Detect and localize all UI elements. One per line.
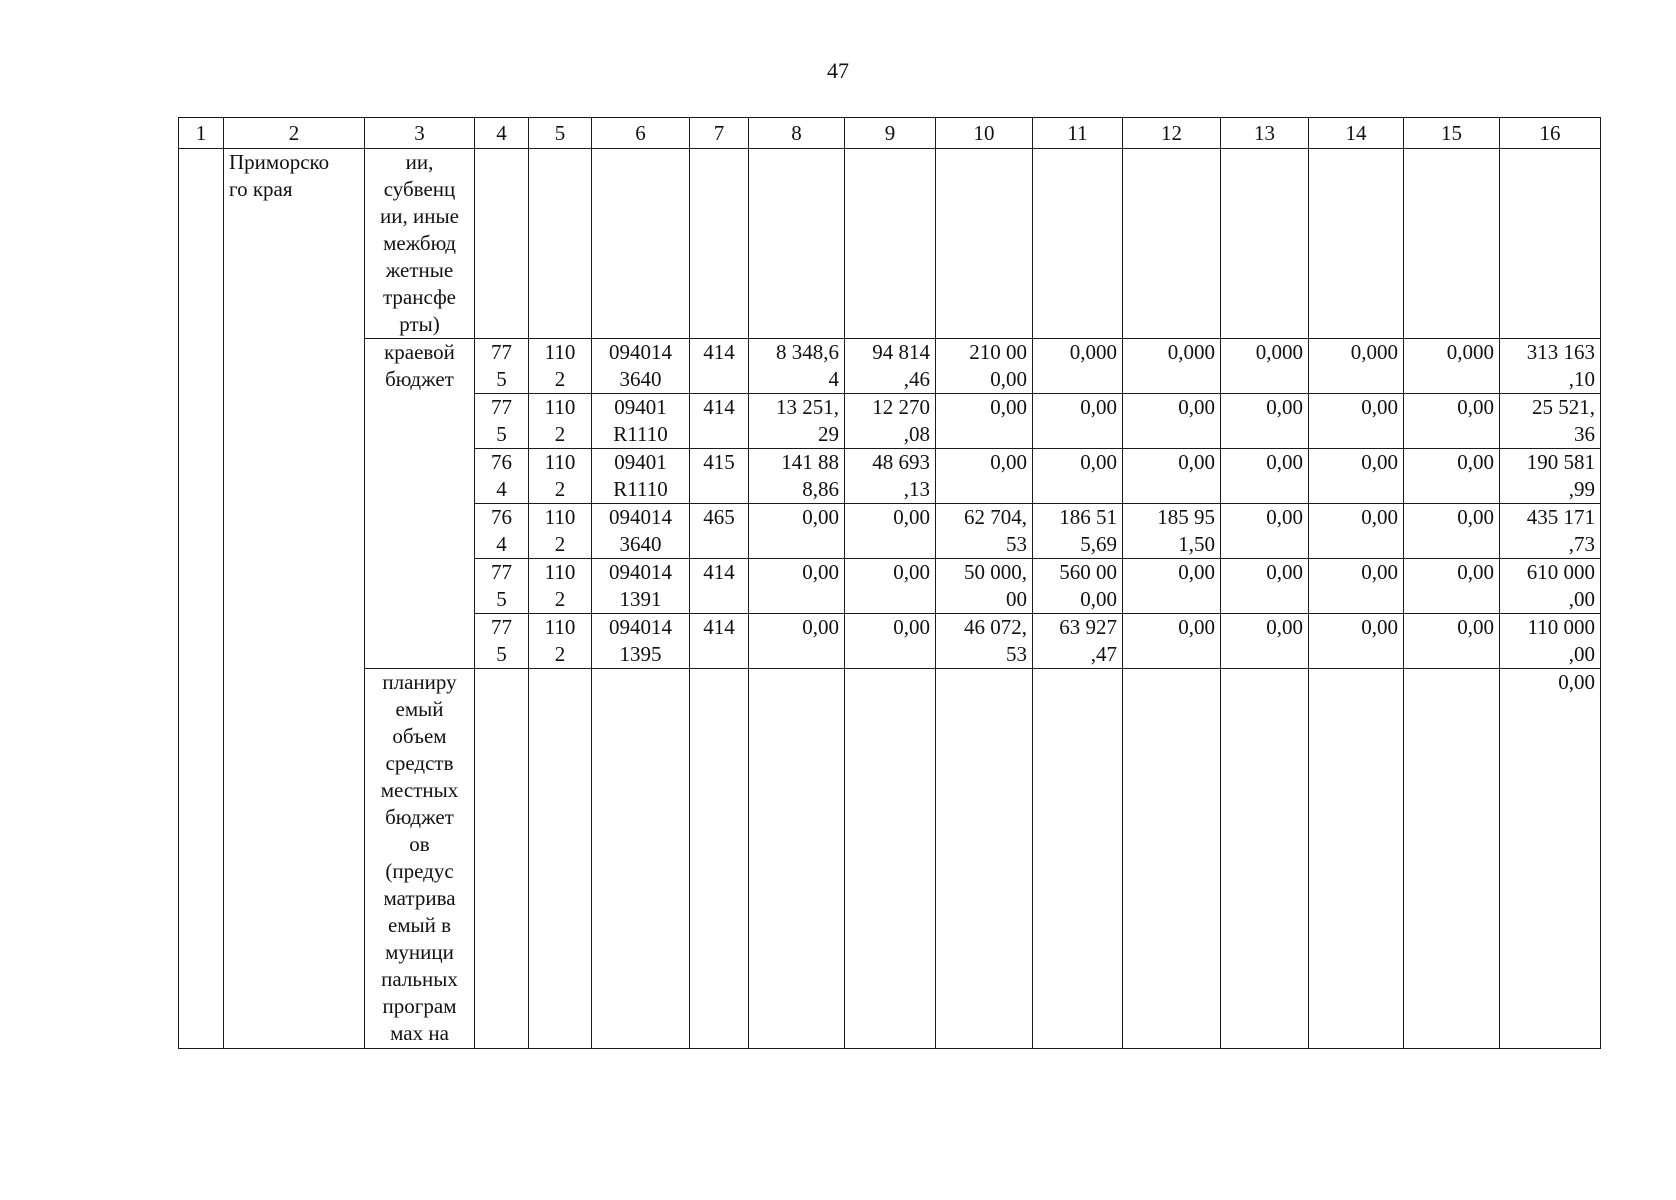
cell-value: 0,00: [1123, 559, 1221, 614]
column-number: 3: [365, 118, 475, 149]
empty-cell: [690, 149, 749, 339]
cell-value: 0,00: [749, 559, 845, 614]
cell-section: 110 2: [529, 394, 592, 449]
cell-value: 50 000, 00: [936, 559, 1033, 614]
cell-value: 0,00: [1309, 449, 1404, 504]
column-number: 4: [475, 118, 529, 149]
cell-total: 610 000 ,00: [1500, 559, 1601, 614]
cell-section: 110 2: [529, 449, 592, 504]
budget-row: [179, 339, 1601, 394]
empty-cell: [1309, 149, 1404, 339]
cell-value: 210 00 0,00: [936, 339, 1033, 394]
cell-section: 110 2: [529, 614, 592, 669]
column-number: 2: [224, 118, 365, 149]
column-number: 15: [1404, 118, 1500, 149]
cell-section: 110 2: [529, 339, 592, 394]
cell-target-article: 09401 R1110: [592, 449, 690, 504]
cell-value: 0,000: [1221, 339, 1309, 394]
funding-source-continuation: ии, субвенц ии, иные межбюд жетные трансфе рты): [365, 149, 475, 339]
cell-value: 141 88 8,86: [749, 449, 845, 504]
cell-total: 313 163 ,10: [1500, 339, 1601, 394]
cell-grbs: 77 5: [475, 614, 529, 669]
cell-expense-type: 414: [690, 394, 749, 449]
cell-expense-type: 414: [690, 559, 749, 614]
cell-value: 0,00: [1221, 504, 1309, 559]
column-number: 14: [1309, 118, 1404, 149]
empty-cell: [845, 669, 936, 1049]
column-number-row: [179, 118, 1601, 149]
cell-section: 110 2: [529, 504, 592, 559]
cell-total: 435 171 ,73: [1500, 504, 1601, 559]
cell-grbs: 77 5: [475, 394, 529, 449]
cell-grbs: 76 4: [475, 449, 529, 504]
empty-cell: [749, 669, 845, 1049]
column-number: 8: [749, 118, 845, 149]
cell-value: 0,00: [1221, 614, 1309, 669]
column-number: 13: [1221, 118, 1309, 149]
empty-cell: [475, 669, 529, 1049]
cell-total: 25 521, 36: [1500, 394, 1601, 449]
empty-cell: [592, 669, 690, 1049]
cell-value: 0,00: [1033, 394, 1123, 449]
empty-cell: [1033, 669, 1123, 1049]
cell-value: 0,00: [1404, 394, 1500, 449]
cell-grbs: 76 4: [475, 504, 529, 559]
empty-cell: [1221, 149, 1309, 339]
empty-cell: [1404, 149, 1500, 339]
cell-total: 190 581 ,99: [1500, 449, 1601, 504]
column-number: 12: [1123, 118, 1221, 149]
cell-value: 0,00: [936, 449, 1033, 504]
cell-value: 48 693 ,13: [845, 449, 936, 504]
column-number: 11: [1033, 118, 1123, 149]
cell-value: 0,00: [1309, 394, 1404, 449]
cell-grbs: 77 5: [475, 339, 529, 394]
region-name-cell: Приморско го края: [224, 149, 365, 1049]
column-number: 10: [936, 118, 1033, 149]
empty-cell: [1221, 669, 1309, 1049]
cell-value: 0,00: [1221, 394, 1309, 449]
cell-target-article: 094014 1391: [592, 559, 690, 614]
cell-expense-type: 414: [690, 339, 749, 394]
funding-source-local: планиру емый объем средств местных бюджет ов (предус матрива емый в муници пальных програм мах на: [365, 669, 475, 1049]
cell-value: 0,00: [1309, 614, 1404, 669]
cell-value: 0,00: [845, 559, 936, 614]
column-number: 1: [179, 118, 224, 149]
cell-grbs: 77 5: [475, 559, 529, 614]
empty-cell: [936, 669, 1033, 1049]
cell-target-article: 094014 3640: [592, 504, 690, 559]
cell-value: 0,00: [1404, 449, 1500, 504]
cell-section: 110 2: [529, 559, 592, 614]
cell-value: 0,000: [1123, 339, 1221, 394]
cell-value: 0,00: [749, 504, 845, 559]
column-number: 6: [592, 118, 690, 149]
cell-target-article: 09401 R1110: [592, 394, 690, 449]
cell-value: 0,00: [1123, 394, 1221, 449]
cell-expense-type: 465: [690, 504, 749, 559]
column-number: 9: [845, 118, 936, 149]
cell-total: 110 000 ,00: [1500, 614, 1601, 669]
cell-value: 0,00: [749, 614, 845, 669]
empty-cell: [1123, 149, 1221, 339]
cell-value: 0,00: [845, 614, 936, 669]
empty-cell: [1123, 669, 1221, 1049]
cell-value: 560 00 0,00: [1033, 559, 1123, 614]
cell-value: 62 704, 53: [936, 504, 1033, 559]
row-number-cell: [179, 149, 224, 1049]
column-number: 7: [690, 118, 749, 149]
cell-total: 0,00: [1500, 669, 1601, 1049]
empty-cell: [1309, 669, 1404, 1049]
cell-expense-type: 415: [690, 449, 749, 504]
cell-target-article: 094014 3640: [592, 339, 690, 394]
funding-source-regional: краевой бюджет: [365, 339, 475, 669]
budget-table: [178, 117, 1601, 1049]
cell-value: 94 814 ,46: [845, 339, 936, 394]
empty-cell: [936, 149, 1033, 339]
empty-cell: [1404, 669, 1500, 1049]
cell-value: 0,00: [1404, 614, 1500, 669]
empty-cell: [845, 149, 936, 339]
cell-value: 0,00: [1404, 559, 1500, 614]
cell-value: 0,00: [936, 394, 1033, 449]
empty-cell: [592, 149, 690, 339]
cell-value: 0,00: [1123, 614, 1221, 669]
cell-value: 46 072, 53: [936, 614, 1033, 669]
cell-value: 0,000: [1309, 339, 1404, 394]
empty-cell: [1500, 149, 1601, 339]
cell-value: 0,00: [1309, 504, 1404, 559]
cell-value: 0,00: [1309, 559, 1404, 614]
empty-cell: [529, 669, 592, 1049]
cell-expense-type: 414: [690, 614, 749, 669]
cell-value: 0,00: [845, 504, 936, 559]
empty-cell: [690, 669, 749, 1049]
empty-cell: [1033, 149, 1123, 339]
cell-value: 0,00: [1404, 504, 1500, 559]
page-number: 47: [827, 58, 849, 83]
cell-value: 13 251, 29: [749, 394, 845, 449]
cell-value: 0,00: [1221, 449, 1309, 504]
continuation-row: [179, 149, 1601, 339]
cell-value: 0,000: [1033, 339, 1123, 394]
cell-value: 186 51 5,69: [1033, 504, 1123, 559]
empty-cell: [475, 149, 529, 339]
cell-value: 0,00: [1123, 449, 1221, 504]
cell-value: 8 348,6 4: [749, 339, 845, 394]
cell-value: 0,000: [1404, 339, 1500, 394]
cell-value: 63 927 ,47: [1033, 614, 1123, 669]
cell-value: 0,00: [1221, 559, 1309, 614]
column-number: 16: [1500, 118, 1601, 149]
cell-value: 185 95 1,50: [1123, 504, 1221, 559]
empty-cell: [749, 149, 845, 339]
local-budget-row: [179, 669, 1601, 1049]
cell-value: 0,00: [1033, 449, 1123, 504]
cell-value: 12 270 ,08: [845, 394, 936, 449]
empty-cell: [529, 149, 592, 339]
cell-target-article: 094014 1395: [592, 614, 690, 669]
column-number: 5: [529, 118, 592, 149]
